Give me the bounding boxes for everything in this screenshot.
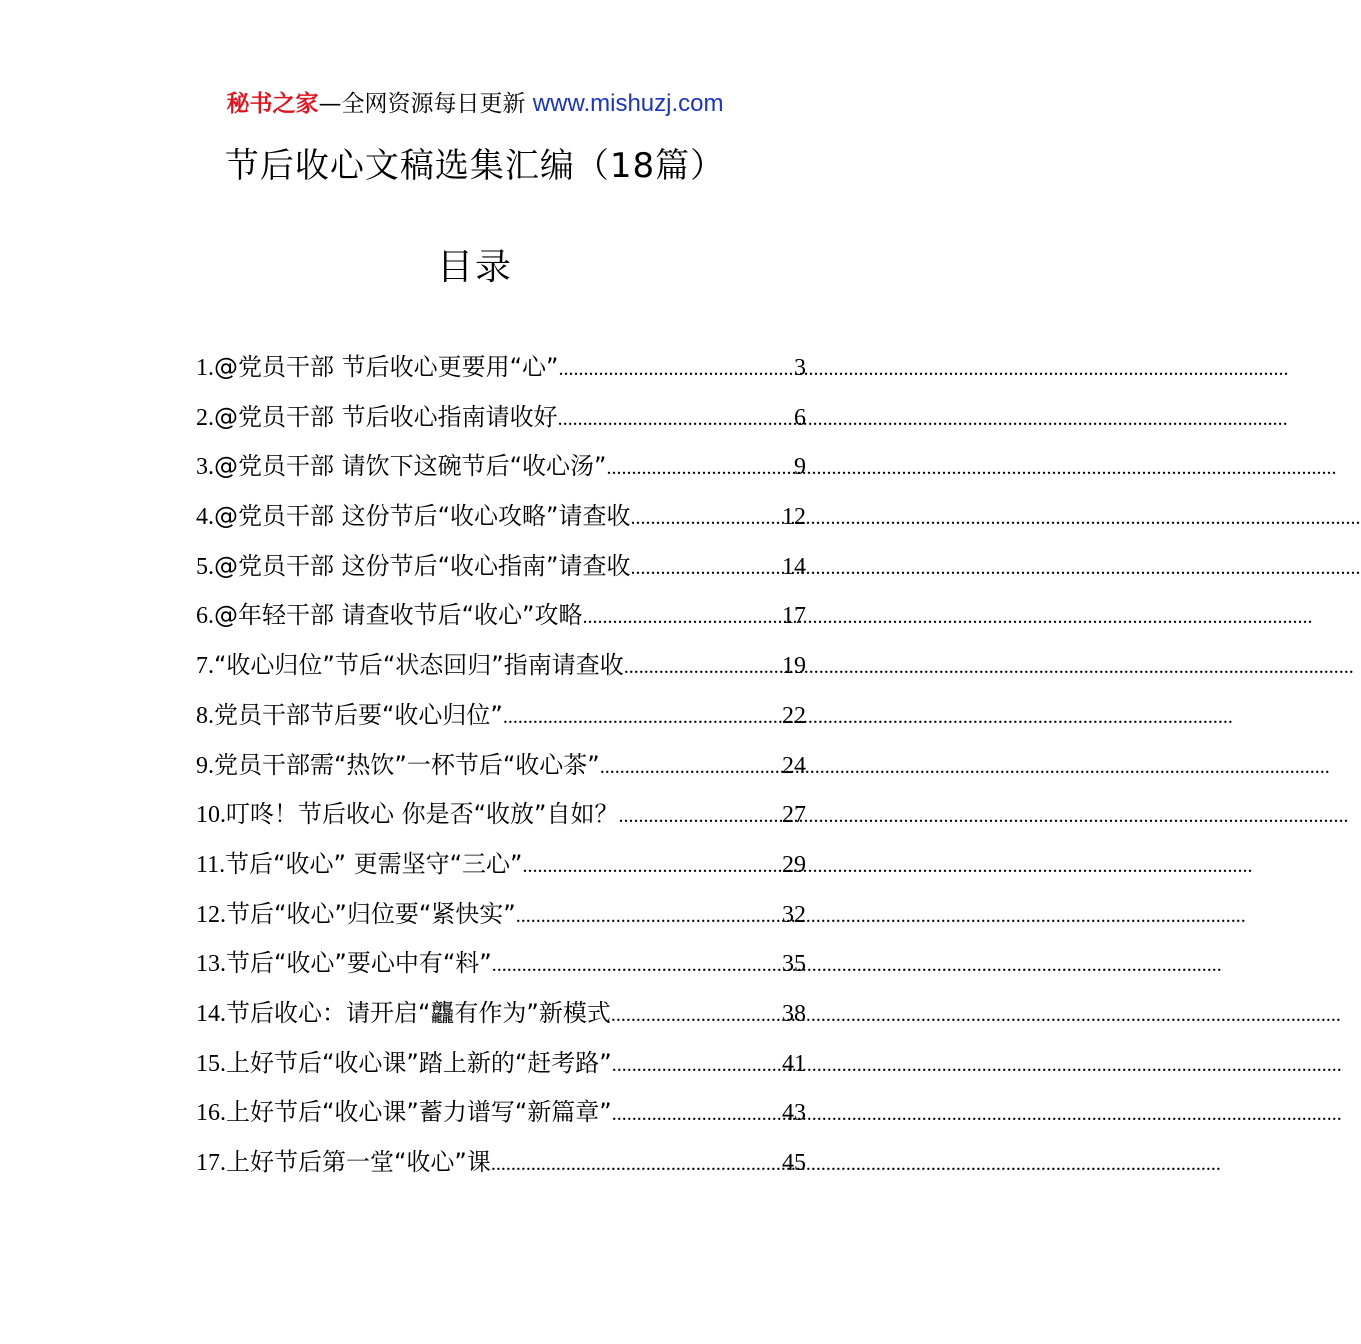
toc-entry-page: 19: [782, 653, 806, 680]
toc-entry-page: 27: [782, 802, 806, 829]
toc-entry-page: 35: [782, 951, 806, 978]
toc-heading: 目录: [436, 247, 513, 288]
toc-entry-page: 29: [782, 851, 806, 878]
toc-dot-leader: [516, 892, 782, 942]
toc-entry-title: 上好节后“收心课”蓄力谱写“新篇章”: [226, 1098, 612, 1127]
toc-entry-page: 45: [782, 1150, 806, 1176]
toc-entry-number: 15.: [196, 1050, 226, 1077]
toc-entry-title: 节后“收心”要心中有“料”: [226, 949, 492, 978]
toc-dot-leader: [611, 991, 782, 1041]
toc-entry[interactable]: [196, 492, 806, 542]
toc-dot-leader: [559, 345, 795, 395]
toc-entry[interactable]: [196, 641, 806, 691]
toc-entry-number: 17.: [196, 1150, 226, 1176]
toc-dot-leader: [583, 593, 783, 643]
toc-dot-leader: [631, 494, 783, 544]
toc-entry[interactable]: [196, 939, 806, 989]
toc-entry-number: 7.: [196, 653, 214, 680]
toc-entry-number: 11.: [196, 851, 226, 878]
toc-entry-page: 3: [794, 355, 806, 381]
toc-entry-page: 22: [782, 702, 806, 729]
toc-entry-title: 节后“收心”归位要“紧快实”: [226, 899, 516, 928]
toc-entry-title: 上好节后“收心课”踏上新的“赶考路”: [226, 1048, 612, 1077]
toc-entry-title: @党员干部 请饮下这碗节后“收心汤”: [214, 452, 607, 481]
toc-entry-page: 32: [782, 901, 806, 928]
toc-entry[interactable]: [196, 890, 806, 940]
toc-entry[interactable]: [196, 691, 806, 741]
toc-entry-number: 13.: [196, 951, 226, 978]
toc-entry-number: 14.: [196, 1000, 226, 1027]
toc-entry[interactable]: [196, 1138, 806, 1188]
toc-entry-title: 党员干部节后要“收心归位”: [214, 700, 503, 729]
toc-dot-leader: [503, 693, 782, 743]
toc-entry[interactable]: [196, 989, 806, 1039]
toc-entry-number: 8.: [196, 702, 214, 729]
toc-entry[interactable]: [196, 1039, 806, 1089]
toc-entry-number: 12.: [196, 901, 226, 928]
toc-entry[interactable]: [196, 790, 806, 840]
toc-entry-title: @党员干部 这份节后“收心指南”请查收: [214, 551, 631, 580]
toc-list: [196, 343, 806, 1188]
toc-entry-page: 14: [782, 553, 806, 580]
toc-entry-page: 24: [782, 752, 806, 779]
toc-entry-number: 2.: [196, 404, 214, 431]
toc-entry[interactable]: [196, 393, 806, 443]
toc-entry-page: 43: [782, 1100, 806, 1127]
toc-entry[interactable]: [196, 591, 806, 641]
toc-dot-leader: [491, 1140, 782, 1190]
toc-dot-leader: [492, 941, 782, 991]
toc-entry-title: 节后收心：请开启“龘有作为”新模式: [226, 998, 611, 1027]
toc-entry-page: 41: [782, 1050, 806, 1077]
toc-entry-number: 1.: [196, 355, 214, 381]
toc-entry-title: @党员干部 节后收心指南请收好: [214, 402, 558, 431]
toc-entry[interactable]: [196, 343, 806, 393]
toc-dot-leader: [600, 743, 782, 793]
toc-entry-title: 上好节后第一堂“收心”课: [226, 1148, 491, 1176]
toc-entry-title: 节后“收心” 更需坚守“三心”: [225, 849, 523, 878]
toc-entry-title: @党员干部 这份节后“收心攻略”请查收: [214, 502, 631, 531]
toc-entry[interactable]: [196, 442, 806, 492]
toc-dot-leader: [607, 444, 795, 494]
site-slogan: —全网资源每日更新: [318, 91, 526, 117]
toc-dot-leader: [558, 395, 794, 445]
toc-dot-leader: [631, 544, 783, 594]
toc-entry-number: 6.: [196, 603, 214, 630]
toc-entry-title: @年轻干部 请查收节后“收心”攻略: [214, 601, 583, 630]
toc-entry-title: @党员干部 节后收心更要用“心”: [214, 353, 559, 381]
toc-entry[interactable]: [196, 840, 806, 890]
toc-entry-title: “收心归位”节后“状态回归”指南请查收: [214, 651, 624, 680]
brand-name: 秘书之家: [226, 91, 319, 117]
toc-entry-number: 5.: [196, 553, 214, 580]
toc-entry-number: 10.: [196, 802, 226, 829]
toc-entry[interactable]: [196, 542, 806, 592]
toc-entry-number: 9.: [196, 752, 214, 779]
toc-entry-title: 叮咚！节后收心 你是否“收放”自如？: [226, 800, 619, 829]
document-title: 节后收心文稿选集汇编（18篇）: [224, 146, 726, 186]
toc-entry-page: 9: [794, 454, 806, 481]
toc-dot-leader: [522, 842, 782, 892]
toc-dot-leader: [624, 643, 782, 693]
toc-entry-number: 16.: [196, 1100, 226, 1127]
toc-entry-number: 4.: [196, 504, 214, 531]
toc-entry-page: 38: [782, 1000, 806, 1027]
toc-dot-leader: [612, 1041, 782, 1091]
toc-entry-page: 12: [782, 504, 806, 531]
toc-entry-title: 党员干部需“热饮”一杯节后“收心茶”: [214, 750, 600, 779]
site-header: [0, 86, 950, 122]
toc-entry-number: 3.: [196, 454, 214, 481]
toc-entry[interactable]: [196, 1088, 806, 1138]
toc-entry[interactable]: [196, 741, 806, 791]
toc-dot-leader: [619, 792, 783, 842]
site-url-link[interactable]: www.mishuzj.com: [532, 90, 724, 117]
toc-entry-page: 6: [794, 404, 806, 431]
toc-entry-page: 17: [782, 603, 806, 630]
toc-dot-leader: [612, 1090, 782, 1140]
